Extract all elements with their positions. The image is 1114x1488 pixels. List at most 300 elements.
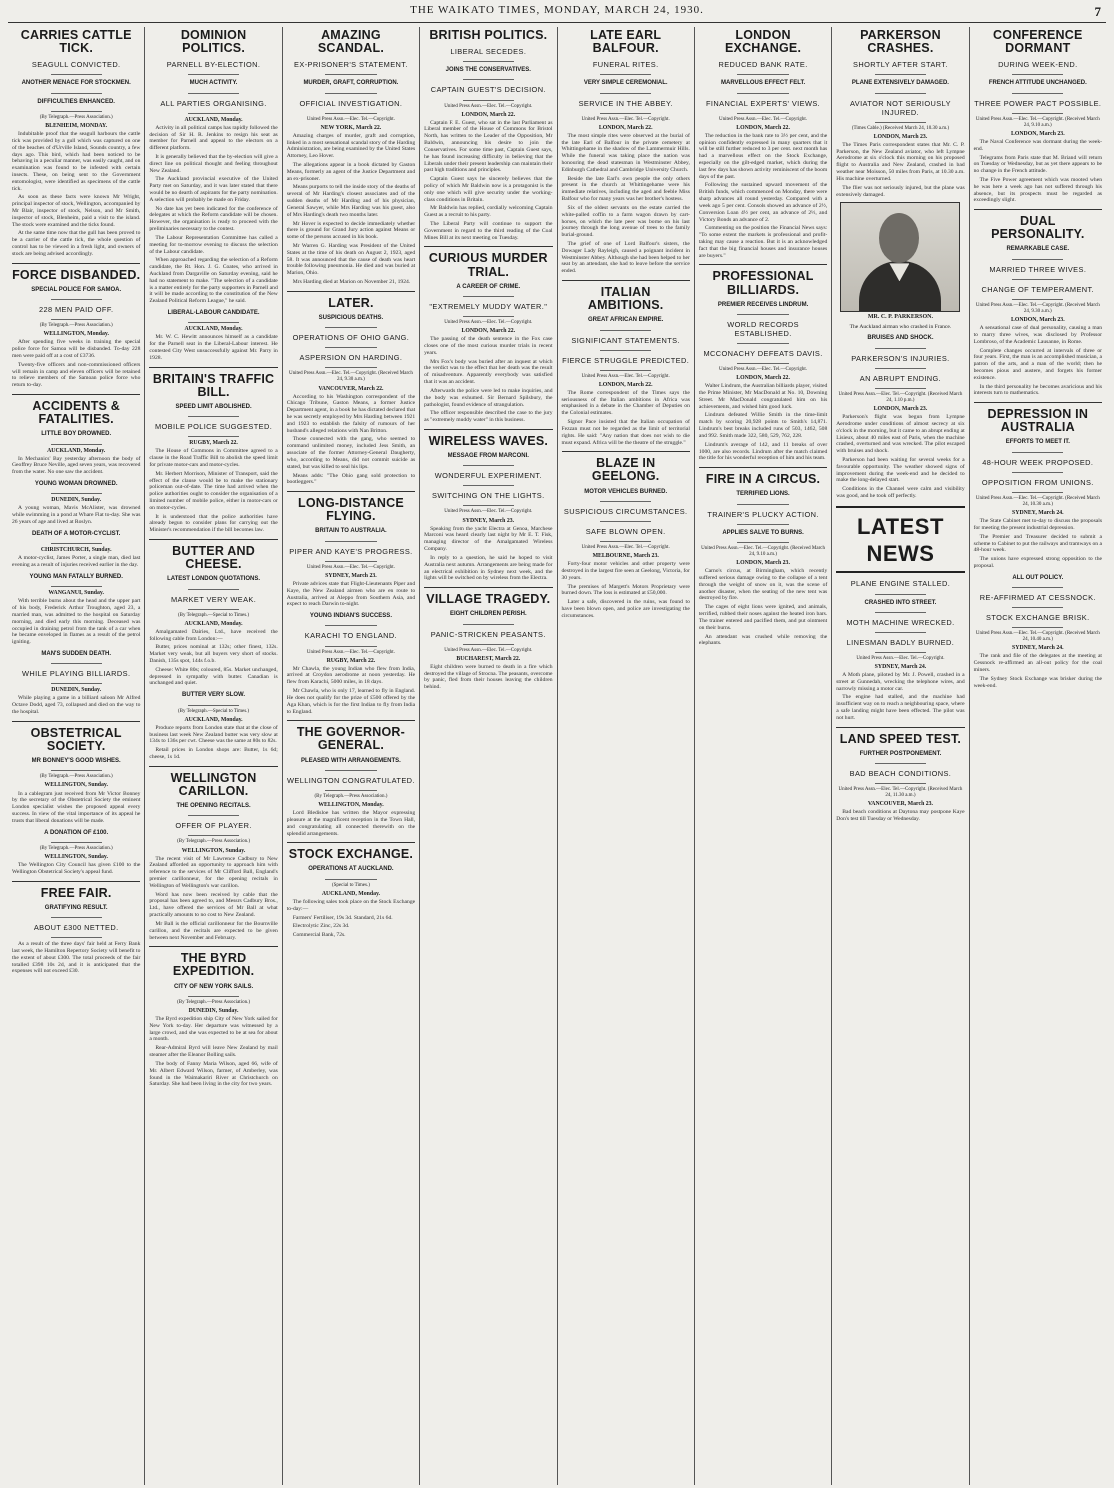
bold-subheadline: SUSPICIOUS DEATHS. — [318, 314, 384, 321]
dateline: LONDON, March 23. — [736, 560, 790, 567]
short-rule — [188, 996, 239, 997]
paragraph: The Rome correspondent of the Times says the seriousness of the Italian ambitions in Africa was emphasised in a debate in the Chamber of Deputies on the Colonial estimates. — [561, 389, 690, 417]
subheadline: "EXTREMELY MUDDY WATER." — [429, 302, 548, 312]
paragraph: Those connected with the gang, who seemed to command unlimited money, included Jess Smith, an associate of the former Attorney-General Daugherty, who, according to Means, did not commit suicide as stated, but was killed to seal his lips. — [286, 436, 416, 470]
article-body — [12, 695, 140, 715]
short-rule — [188, 93, 239, 94]
subheadline: SUSPICIOUS CIRCUMSTANCES. — [563, 506, 688, 516]
headline: LAND SPEED TEST. — [839, 731, 962, 746]
article-body — [12, 862, 140, 876]
paragraph: The House of Commons in Committee agreed to a clause in the Road Traffic Bill to abolish the speed limit for private motor-cars and motor-cycles. — [149, 448, 278, 468]
headline: FREE FAIR. — [40, 885, 112, 900]
short-rule — [51, 683, 102, 684]
subheadline: CHANGE OF TEMPERAMENT. — [981, 284, 1095, 294]
article-body — [12, 941, 140, 975]
paragraph: Speaking from the yacht Electra at Genoa, Marchese Marconi was heard clearly last night by Mr E. T. Fisk, managing director of the Amalgamated Wireless Company. — [424, 525, 553, 553]
subheadline: LIBERAL SECEDES. — [450, 47, 527, 57]
subheadline: LINESMAN BADLY BURNED. — [846, 637, 955, 647]
article-body — [699, 568, 827, 647]
headline: FIRE IN A CIRCUS. — [705, 472, 821, 487]
headline: BUTTER AND CHEESE. — [172, 544, 255, 572]
paragraph: A Moth plane, piloted by Mr. J. Powell, crashed in a street at Gunnedah, wrecking the telephone wires, and narrowly missing a motor car. — [836, 672, 965, 692]
dateline: BUCHAREST, March 22. — [456, 655, 521, 662]
short-rule — [1012, 113, 1063, 114]
article-body — [287, 666, 415, 716]
headline: PARKERSON CRASHES. — [860, 28, 941, 56]
short-rule — [51, 586, 102, 587]
article-body — [836, 414, 964, 500]
paragraph: Bad beach conditions at Daytona may postpone Kaye Don's test till Tuesday or Wednesday. — [836, 809, 965, 823]
section-rule — [836, 727, 964, 728]
headline: LONDON EXCHANGE. — [725, 28, 802, 56]
paragraph: Word has now been received by cable that the proposal has been agreed to, and Messrs Cadbury Bros., Ltd., have offered the services of Mr Ball at what practically amounts to no cost to New Zealand. — [149, 891, 278, 919]
wire-credit: United Press Assn.—Elec. Tel.—Copyright. (Received March 24, 9.10 a.m.) — [701, 545, 825, 558]
paragraph: Retail prices in London shops are: Butter, 1s 6d; cheese, 1s 1d. — [149, 747, 278, 760]
portrait-photo — [840, 202, 960, 312]
short-rule — [463, 100, 514, 101]
wire-credit: (By Telegraph.—Special to Times.) — [178, 612, 250, 618]
short-rule — [1012, 587, 1063, 588]
portrait-head — [879, 213, 919, 263]
short-rule — [1012, 74, 1063, 75]
short-rule — [875, 388, 926, 389]
headline: WIRELESS WAVES. — [428, 433, 549, 448]
subheadline: STOCK EXCHANGE BRISK. — [986, 613, 1090, 623]
article-body — [562, 390, 690, 447]
wire-credit: (Special to Times.) — [331, 882, 370, 888]
paragraph: Parkerson had been waiting for several weeks for a favourable opportunity. The weather showed signs of improvement during the week-end and he decided to make the long-delayed start. — [836, 456, 965, 484]
bold-subheadline: OPERATIONS AT AUCKLAND. — [308, 866, 394, 873]
bold-subheadline: BUTTER VERY SLOW. — [182, 692, 246, 699]
short-rule — [325, 113, 376, 114]
paragraph: Signor Pace insisted that the Italian occupation of Fezzan must not be regarded as the limit of territorial rights. He said: "Any nation that does not wish to die must expand. Africa will be the theatre of the struggle." — [561, 419, 690, 446]
paragraph: The body of Fanny Maria Wilson, aged 66, wife of Mr. Albert Edward Wilson, farmer, of Amberley, was found in the Waimakariri River at Christchurch on Saturday. She had been living in the city for two years. — [149, 1060, 278, 1088]
headline: AMAZING SCANDAL. — [317, 28, 385, 56]
dateline: VANCOUVER, March 22. — [318, 385, 384, 392]
bold-subheadline: A DONATION OF £100. — [44, 829, 109, 836]
article-body — [149, 448, 277, 534]
subheadline: OPPOSITION FROM UNIONS. — [981, 477, 1094, 487]
subheadline: WORLD RECORDS ESTABLISHED. — [727, 319, 799, 338]
paragraph: With terrible burns about the head and the upper part of his body, Frederick Arthur Troughton, aged 23, a married man, was admitted to the hospital on Saturday morning, and died early this morning. Deceased was occupied in draining petrol from the tank of a car when he became enveloped in flames as a result of the petrol igniting. — [12, 598, 141, 646]
paragraph: After spending five weeks in training the special police force for Samoa will be disbanded. To-day 228 men were paid off at a cost of £3736. — [12, 339, 141, 359]
bold-subheadline: CITY OF NEW YORK SAILS. — [174, 983, 254, 990]
bold-subheadline: LATEST LONDON QUOTATIONS. — [167, 576, 261, 583]
wire-credit: United Press Assn.—Elec. Tel.—Copyright. (Received March 24, 1.10 p.m.) — [838, 391, 963, 403]
dateline: AUCKLAND, Monday. — [184, 116, 243, 123]
headline: CARRIES CATTLE TICK. — [20, 28, 132, 56]
bold-subheadline: BRITAIN TO AUSTRALIA. — [315, 528, 387, 535]
paragraph: The recent visit of Mr Lawrence Cadbury to New Zealand afforded an opportunity to approach him with reference to the services of Mr Clifford Ball, England's premier carillonneur, for the opening recitals in Wellington of Wellington's war carillon. — [149, 855, 278, 889]
headline: DUAL PERSONALITY. — [991, 214, 1085, 242]
paragraph: The Premier and Treasurer decided to submit a scheme to Cabinet to put the railways and tramways on a 48-hour week. — [973, 533, 1102, 554]
short-rule — [463, 505, 514, 506]
article-body — [149, 629, 277, 688]
short-rule — [875, 348, 926, 349]
dateline: CHRISTCHURCH, Sunday. — [40, 547, 112, 554]
paragraph: Commenting on the position the Financial News says: "To some extent the markets is professional and profit-taking may cause a reaction. But it is an acknowledged fact that the big financial houses and insurance houses are buyers." — [698, 225, 828, 259]
bold-subheadline: REMARKABLE CASE. — [1006, 246, 1070, 253]
wire-credit: United Press Assn.—Elec. Tel.—Copyright. — [856, 655, 945, 661]
wire-credit: United Press Assn.—Elec. Tel.—Copyright. (Received March 24, 9.10 a.m.) — [975, 116, 1100, 128]
section-rule — [12, 881, 140, 882]
short-rule — [875, 594, 926, 595]
article-body — [287, 581, 415, 608]
bold-subheadline: CRASHED INTO STREET. — [864, 599, 937, 606]
section-rule — [562, 280, 690, 281]
bold-subheadline: PLANE EXTENSIVELY DAMAGED. — [851, 80, 949, 87]
headline: CONFERENCE DORMANT — [993, 28, 1083, 56]
bold-subheadline: FURTHER POSTPONEMENT. — [859, 750, 942, 757]
short-rule — [600, 370, 651, 371]
paragraph: The Byrd expedition ship City of New York sailed for New York to-day. Her departure was witnessed by a large crowd, and she was expected to be at sea for about a month. — [149, 1016, 278, 1043]
paragraph: While playing a game in a billiard saloon Mr Alfred Octave Dodd, aged 73, collapsed and died on the way to the hospital. — [12, 695, 141, 715]
wire-credit: United Press Assn.—Elec. Tel.—Copyright. — [306, 564, 395, 570]
wire-credit: (Times Cable.) (Received March 24, 10.30 a.m.) — [851, 125, 950, 131]
bold-subheadline: DEATH OF A MOTOR-CYCLIST. — [32, 530, 121, 537]
column-7 — [832, 27, 969, 1485]
paragraph: In a cablegram just received from Mr Victor Bonney by the secretary of the Obstetrical Society the eminent London specialist wishes the proposed appeal every success. In view of the vital importance of its appeal he trusts that liberal donations will be made. — [12, 790, 141, 824]
paragraph: The most simple rites were observed at the burial of the late Earl of Balfour in the private cemetery at Whittingehame in the shadow of the Lammermuir Hills. While the funeral was taking place the nation was honouring the dead statesman in Westminster Abbey, Edinburgh Cathedral and Cambridge University Church. — [561, 132, 690, 173]
bold-subheadline: DIFFICULTIES ENHANCED. — [37, 98, 115, 105]
wire-credit: United Press Assn.—Elec. Tel.—Copyright. — [444, 647, 533, 653]
bold-subheadline: YOUNG INDIAN'S SUCCESS. — [309, 613, 392, 620]
wire-credit: (By Telegraph.—Press Association.) — [39, 323, 113, 329]
subheadline: SERVICE IN THE ABBEY. — [578, 98, 673, 108]
short-rule — [737, 93, 788, 94]
short-rule — [188, 835, 239, 836]
dateline: SYDNEY, March 23. — [462, 517, 515, 524]
short-rule — [463, 79, 514, 80]
wire-credit: United Press Assn.—Elec. Tel.—Copyright. — [719, 367, 808, 373]
headline: BLAZE IN GEELONG. — [591, 456, 660, 484]
paragraph: The Times Paris correspondent states that Mr. C. P. Parkerson, the New Zealand aviator, who left Lympne Aerodrome at six o'clock this morning on his proposed flight to Australia and New Zealand, crashed in bad weather near Moisson, 50 miles from Paris, at 10.30 a.m. His machine overturned. — [836, 141, 965, 182]
dateline: SYDNEY, March 24. — [874, 663, 927, 670]
dateline: WELLINGTON, Sunday. — [181, 847, 246, 854]
short-rule — [737, 363, 788, 364]
short-rule — [325, 367, 376, 368]
dateline: LONDON, March 22. — [736, 124, 790, 131]
bold-subheadline: LITTLE BOY DROWNED. — [41, 431, 112, 438]
paragraph: Carno's circus, at Birmingham, which recently suffered serious damage owing to the collapse of a tent through the weight of snow on it, was the scene of another disaster, when the seating of the new tent was destroyed by fire. — [698, 568, 828, 602]
short-rule — [51, 663, 102, 664]
paragraph: The grief of one of Lord Balfour's sisters, the Dowager Lady Rayleigh, caused a poignant incident in Westminster Abbey. Although she had been helped to her seat by an attendant, she had to leave before the service ended. — [561, 240, 690, 275]
section-rule — [974, 402, 1102, 403]
paragraph: Conditions in the Channel were calm and visibility was good, and he took off perfectly. — [836, 486, 965, 499]
headline: STOCK EXCHANGE. — [288, 847, 414, 862]
article-body — [287, 243, 415, 286]
wire-credit: (By Telegraph.—Press Association.) — [39, 845, 113, 851]
bold-subheadline: GRATIFYING RESULT. — [44, 904, 108, 911]
subheadline: THREE POWER PACT POSSIBLE. — [974, 98, 1102, 108]
subheadline: FIERCE STRUGGLE PREDICTED. — [562, 355, 690, 365]
article-body — [12, 456, 140, 476]
paragraph: Private advices state that Flight-Lieutenants Piper and Kaye, the New Zealand airmen who are en route to Australia, arrived at Aleppo from Southern Asia, and expect to reach Darwin to-night. — [286, 580, 416, 608]
section-rule — [12, 263, 140, 264]
subheadline: CAPTAIN GUEST'S DECISION. — [430, 85, 546, 95]
dateline: RUGBY, March 22. — [189, 440, 238, 447]
paragraph: When approached regarding the selection of a Reform candidate, the Rt. Hon. J. G. Coates, who arrived in Auckland from Dargaville on Saturday evening, said he had no statement to make. "The selection of a candidate is a matter entirely for the party supporters in Parnell and it will be made according to the constitution of the New Zealand Political Reform League," he said. — [149, 257, 278, 305]
short-rule — [1012, 259, 1063, 260]
short-rule — [51, 319, 102, 320]
paragraph: Mr. Herbert Morrison, Minister of Transport, said the effect of the clause would be to make the stationary policeman out-of-date. The time had arrived when the police authorities ought to consider the organisation of a limited number of mobile police, either in motor-cars or on motor-cycles. — [149, 470, 278, 511]
subheadline: 228 MEN PAID OFF. — [38, 305, 114, 315]
short-rule — [51, 111, 102, 112]
paragraph: Mrs Fox's body was buried after an inquest at which the verdict was to the effect that her death was the result of misadventure. Apparently everybody was satisfied that it was an accident. — [424, 358, 553, 386]
paragraph: Mr Ball is the official carillonneur for the Bournville carillon, and the recitals are expected to be given between next November and February. — [149, 920, 278, 941]
bold-subheadline: PREMIER RECEIVES LINDRUM. — [717, 301, 809, 308]
wire-credit: United Press Assn.—Elec. Tel.—Copyright. — [581, 116, 670, 122]
bold-subheadline: EFFORTS TO MEET IT. — [1005, 439, 1070, 446]
article-body — [149, 856, 277, 942]
paragraph: The officer responsible described the case to the jury as "extremely muddy water" in this business. — [424, 410, 553, 424]
section-rule — [424, 246, 552, 247]
article-body — [12, 555, 140, 569]
article-body — [12, 505, 140, 525]
short-rule — [51, 74, 102, 75]
short-rule — [875, 783, 926, 784]
subheadline: ASPERSION ON HARDING. — [299, 353, 403, 363]
section-rule — [149, 946, 277, 947]
subheadline: SEAGULL CONVICTED. — [31, 60, 121, 70]
short-rule — [737, 74, 788, 75]
dateline: LONDON, March 23. — [1010, 130, 1065, 137]
short-rule — [600, 74, 651, 75]
subheadline: PANIC-STRICKEN PEASANTS. — [430, 629, 546, 639]
subheadline: PARNELL BY-ELECTION. — [166, 60, 261, 70]
subheadline: BAD BEACH CONDITIONS. — [849, 769, 952, 779]
short-rule — [600, 330, 651, 331]
subheadline: MARRIED THREE WIVES. — [989, 264, 1087, 274]
paragraph: In Mechanics' Bay yesterday afternoon the body of Geoffrey Bruce Neville, aged seven years, was recovered from the water. No one saw the accident. — [12, 455, 141, 476]
headline: CURIOUS MURDER TRIAL. — [428, 251, 548, 279]
paragraph: The reduction in the bank rate to 3½ per cent, and the opinion confidently expressed in many quarters that it will be still further reduced to 3 per cent. next month has had a marvellous effect on the Stock Exchange, especially on the gilt-edged market, which during the last few days has shown activity reminiscent of the boom days of the past. — [698, 132, 828, 180]
bold-subheadline: YOUNG WOMAN DROWNED. — [34, 481, 118, 488]
headline: ACCIDENTS & FATALITIES. — [32, 399, 120, 427]
paragraph: Mr. W. C. Hewitt announces himself as a candidate for the Parnell seat in the Liberal-Labour interest. He contested City West unsuccessfully against Mr. Parry in 1928. — [149, 334, 278, 361]
article-body — [149, 1016, 277, 1059]
section-rule — [12, 721, 140, 722]
subheadline: RE-AFFIRMED AT CESSNOCK. — [979, 593, 1096, 603]
section-rule — [699, 467, 827, 468]
short-rule — [875, 763, 926, 764]
paragraph: Indubitable proof that the seagull harbours the cattle tick was provided by a gull which was captured on one of the beaches of d'Urville Island, Sounds country, a few days ago. This bird, which had been noticed to be behaving in a peculiar manner, was easily caught, and on examination was found to be infested with certain insects. These, on being sent to the Government entomologist, were identified as specimens of the cattle tick. — [12, 131, 141, 192]
article-body — [974, 653, 1102, 689]
wire-credit: (By Telegraph.—Press Association.) — [177, 999, 250, 1005]
paragraph: Rear-Admiral Byrd will leave New Zealand by mail steamer after the Eleanor Bolling sails. — [149, 1045, 278, 1059]
bold-subheadline: MESSAGE FROM MARCONI. — [447, 453, 529, 460]
paragraph: In reply to a question, he said he hoped to visit Australia next autumn. Arrangements are being made for an electrical exhibition in Sydney next week, and the lights will be switched on by wireless from the Electra. — [424, 554, 553, 582]
photo-caption: MR. C. P. PARKERSON. — [867, 314, 934, 321]
paragraph: It is generally believed that the by-election will give a direct line on political thought and feeling throughout New Zealand. — [149, 153, 278, 174]
short-rule — [1012, 492, 1063, 493]
column-2 — [145, 27, 282, 1485]
dateline: BLENHEIM, MONDAY. — [45, 123, 108, 129]
wire-credit: (By Telegraph.—Press Association.) — [177, 839, 250, 845]
short-rule — [600, 113, 651, 114]
dateline: WELLINGTON, Sunday. — [44, 853, 108, 860]
short-rule — [188, 436, 239, 437]
short-rule — [600, 350, 651, 351]
section-rule — [287, 291, 415, 292]
wire-credit: United Press Assn.—Elec. Tel.—Copyright. — [306, 116, 395, 122]
short-rule — [325, 541, 376, 542]
paragraph: The allegations appear in a book dictated by Gaston Means, formerly an agent of the Justice Department and an ex-prisoner. — [286, 162, 416, 182]
wire-credit: (By Telegraph.—Press Association.) — [39, 114, 113, 120]
wire-credit: United Press Assn.—Elec. Tel.—Copyright. — [444, 103, 533, 109]
headline: WELLINGTON CARILLON. — [170, 770, 257, 798]
paragraph: Lord Bledisloe has written the Mayor expressing pleasure at the magnificent reception in the Town Hall, and congratulating all connected therewith on the splendid arrangements. — [286, 810, 416, 837]
dateline: AUCKLAND, Monday. — [321, 890, 380, 897]
subheadline: AVIATOR NOT SERIOUSLY INJURED. — [849, 98, 951, 117]
bold-subheadline: MOTOR VEHICLES BURNED. — [584, 488, 668, 495]
article-body — [836, 142, 964, 199]
subheadline: PIPER AND KAYE'S PROGRESS. — [289, 546, 413, 556]
article-body — [699, 383, 827, 462]
paragraph: Afterwards the police were led to make inquiries, and the body was exhumed. Sir Bernard Spilsbury, the pathologist, found evidence of strangulation. — [424, 387, 553, 408]
paragraph: The flier was not seriously injured, but the plane was extensively damaged. — [836, 184, 965, 198]
short-rule — [463, 316, 514, 317]
short-rule — [325, 347, 376, 348]
paragraph: Produce reports from London state that at the close of business last week New Zealand butter was very slow at 134s to 136s per cwt. Cheese was the same at 80s to 82s. — [149, 724, 278, 745]
section-rule — [974, 209, 1102, 210]
short-rule — [600, 501, 651, 502]
article-body — [12, 791, 140, 825]
article-body — [287, 133, 415, 241]
wire-credit: United Press Assn.—Elec. Tel.—Copyright. — [444, 509, 533, 515]
column-6 — [695, 27, 832, 1485]
paragraph: Telegrams from Paris state that M. Briand will return on Tuesday or Wednesday, but as yet there appears to be no change in the French attitude. — [973, 154, 1102, 175]
section-rule — [149, 539, 277, 540]
paragraph: Butter, prices nominal at 132s; other finest, 132s. Market very weak, but all buyers very short of stocks. Danish, 135s spot, 144s f.o.b. — [149, 644, 278, 665]
headline: FORCE DISBANDED. — [12, 267, 141, 282]
short-rule — [737, 314, 788, 315]
dateline: SYDNEY, March 24. — [1012, 510, 1064, 516]
bold-subheadline: MUCH ACTIVITY. — [189, 80, 238, 87]
short-rule — [188, 609, 239, 610]
short-rule — [875, 368, 926, 369]
article-body — [12, 339, 140, 389]
bold-subheadline: GREAT AFRICAN EMPIRE. — [588, 317, 664, 324]
short-rule — [737, 542, 788, 543]
paragraph: Cheese: White 80s; coloured, 85s. Market unchanged, depressed in sympathy with butter. Canadian is unchanged and quiet. — [149, 666, 278, 687]
paragraph: According to his Washington correspondent of the Chicago Tribune, Gaston Means, a former Justice Department agent, in a book he has dictated declared that he was secretly employed by Mrs Harding between 1921 and 1923 to establish the falsity of rumours of her husband's alleged relations with Nan Britton. — [286, 393, 416, 434]
wire-credit: United Press Assn.—Elec. Tel.—Copyright. (Received March 24, 11.30 a.m.) — [838, 787, 963, 799]
subheadline: OPERATIONS OF OHIO GANG. — [292, 333, 410, 343]
dateline: AUCKLAND, Monday. — [184, 716, 243, 723]
paragraph: The Naval Conference was dormant during the week-end. — [973, 138, 1102, 152]
paragraph: Mr Warren G. Harding was President of the United States at the time of his death on August 2, 1923, aged 58. It was announced that the cause of death was heart trouble following pneumonia. He died and was buried at Marion, Ohio. — [286, 242, 416, 277]
section-rule — [149, 766, 277, 767]
headline: DEPRESSION IN AUSTRALIA — [987, 407, 1089, 435]
subheadline: SWITCHING ON THE LIGHTS. — [432, 491, 545, 501]
short-rule — [875, 612, 926, 613]
dateline: LONDON, March 22. — [736, 375, 790, 382]
short-rule — [325, 879, 376, 880]
short-rule — [463, 644, 514, 645]
paragraph: The Wellington City Council has given £100 to the Wellington Obstetrical Society's appeal fund. — [12, 862, 141, 875]
short-rule — [325, 646, 376, 647]
photo-subcaption: The Auckland airman who crashed in France. — [849, 323, 952, 330]
paragraph: Activity in all political camps has rapidly followed the decision of Sir H. R. Jenkins to resign his seat as member for Parnell and appeal to the electors on a different platform. — [149, 124, 278, 152]
article-body — [562, 561, 690, 620]
latest-news-box — [836, 506, 964, 574]
short-rule — [325, 93, 376, 94]
paragraph: The rank and file of the delegates at the meeting at Cessnock re-affirmed an all-out policy for the coal miners. — [973, 653, 1102, 673]
short-rule — [875, 652, 926, 653]
article-body — [424, 120, 552, 242]
wire-credit: United Press Assn.—Elec. Tel.—Copyright. (Received March 24, 10.40 a.m.) — [975, 631, 1100, 643]
short-rule — [600, 541, 651, 542]
subheadline: TRAINER'S PLUCKY ACTION. — [707, 509, 819, 519]
column-3 — [283, 27, 420, 1485]
section-rule — [699, 264, 827, 265]
subheadline: 48-HOUR WEEK PROPOSED. — [982, 457, 1094, 467]
paragraph: The Liberal Party will continue to support the Government in regard to the third reading of the Coal Mines Bill at its next meeting on Tuesday. — [424, 221, 553, 241]
section-rule — [12, 394, 140, 395]
bold-subheadline: MARVELLOUS EFFECT FELT. — [721, 80, 806, 87]
bold-subheadline: THE OPENING RECITALS. — [176, 803, 251, 810]
short-rule — [737, 113, 788, 114]
dateline: WELLINGTON, Sunday. — [44, 782, 108, 789]
paragraph: The State Cabinet met to-day to discuss the proposals for meeting the present industrial depression. — [973, 518, 1102, 531]
short-rule — [188, 322, 239, 323]
article-body — [287, 810, 415, 837]
article-body — [699, 133, 827, 260]
subheadline: MOBILE POLICE SUGGESTED. — [154, 422, 273, 432]
subheadline: FUNERAL RITES. — [592, 60, 659, 70]
page-number: 7 — [1094, 4, 1102, 19]
paragraph: Mr Baldwin has replied, cordially welcoming Captain Guest as a recruit to his party. — [424, 205, 553, 219]
short-rule — [51, 543, 102, 544]
article-body — [836, 809, 964, 823]
subheadline: MCCONACHY DEFEATS DAVIS. — [703, 349, 823, 359]
short-rule — [463, 465, 514, 466]
bold-subheadline: PLEASED WITH ARRANGEMENTS. — [301, 757, 401, 764]
short-rule — [51, 444, 102, 445]
paragraph: The Labour Representation Committee has called a meeting for to-morrow evening to discuss the selection of the Labour candidate. — [149, 234, 278, 255]
bold-subheadline: SPEED LIMIT ABOLISHED. — [175, 403, 252, 410]
bold-subheadline: ALL OUT POLICY. — [1012, 574, 1064, 581]
article-body — [562, 133, 690, 275]
short-rule — [463, 624, 514, 625]
paragraph: Mr Hover is expected to decide immediately whether there is ground for Grand Jury action against Means or some of the persons accused in his book. — [286, 220, 416, 241]
paragraph: No date has yet been indicated for the conference of delegates at which the Reform candidate will be chosen. However, the organisation is ready to proceed with the preliminaries necessary to the contest. — [149, 205, 278, 233]
dateline: DUNEDIN, Sunday. — [188, 1007, 239, 1014]
bold-subheadline: VERY SIMPLE CEREMONIAL. — [583, 80, 668, 87]
article-body — [974, 139, 1102, 204]
paragraph: As a result of the three days' fair held at Ferry Bank last week, the Hamilton Repertory Society will benefit to the extent of about £300. The total proceeds of the fair totalled £398 10s 2d, and it is anticipated that the expenses will not exceed £30. — [12, 941, 141, 975]
paragraph: Complete changes occurred at intervals of three or four years. First, the man is an accomplished musician, a patron of the arts, and a man of the world; then he becomes pious and austere, and forgets his former existence. — [973, 347, 1102, 381]
article-body — [12, 131, 140, 258]
paragraph: Eight children were burned to death in a fire which destroyed the village of Strocna. The peasants, overcome by panic, fled from their houses leaving the children behind. — [424, 663, 553, 691]
paragraph: Mr Chawla, the young Indian who flew from India, arrived at Croydon aerodrome at noon yesterday. He flew from Karachi, 5000 miles, in 18 days. — [286, 665, 416, 686]
masthead-title: THE WAIKATO TIMES, MONDAY, MARCH 24, 1930. — [410, 4, 704, 16]
short-rule — [1012, 93, 1063, 94]
short-rule — [188, 74, 239, 75]
paragraph: The Five Power agreement which was mooted when he was here a week ago has not suffered through his absence, but its prospects must be regarded as exceedingly slight. — [973, 176, 1102, 204]
subheadline: EX-PRISONER'S STATEMENT. — [294, 60, 408, 70]
subheadline: WELLINGTON CONGRATULATED. — [287, 775, 415, 785]
wire-credit: (By Telegraph.—Special to Times.) — [178, 708, 250, 714]
short-rule — [463, 61, 514, 62]
subheadline: SHORTLY AFTER START. — [853, 60, 948, 70]
paragraph: Captain F. E. Guest, who sat in the last Parliament as Liberal member of the House of Commons for Bristol North, has written to the Leader of the Opposition, Mr Baldwin, announcing his desire to join the Conservatives. For some time past, Captain Guest says, he has found increasing difficulty in believing that the Liberals under their present leadership can maintain their past high traditions and principles. — [424, 119, 553, 174]
paragraph: Farmers' Fertiliser, 19s 3d. Standard, 21s 6d. — [292, 914, 393, 921]
paragraph: The engine had stalled, and the machine had insufficient way on to reach a neighbouring space, where a safe landing might have been effected. The pilot was not hurt. — [836, 694, 965, 721]
paragraph: Forty-four motor vehicles and other property were destroyed in the largest fire seen at Geelong, Victoria, for 30 years. — [561, 561, 690, 581]
subheadline: WONDERFUL EXPERIMENT. — [434, 471, 542, 481]
